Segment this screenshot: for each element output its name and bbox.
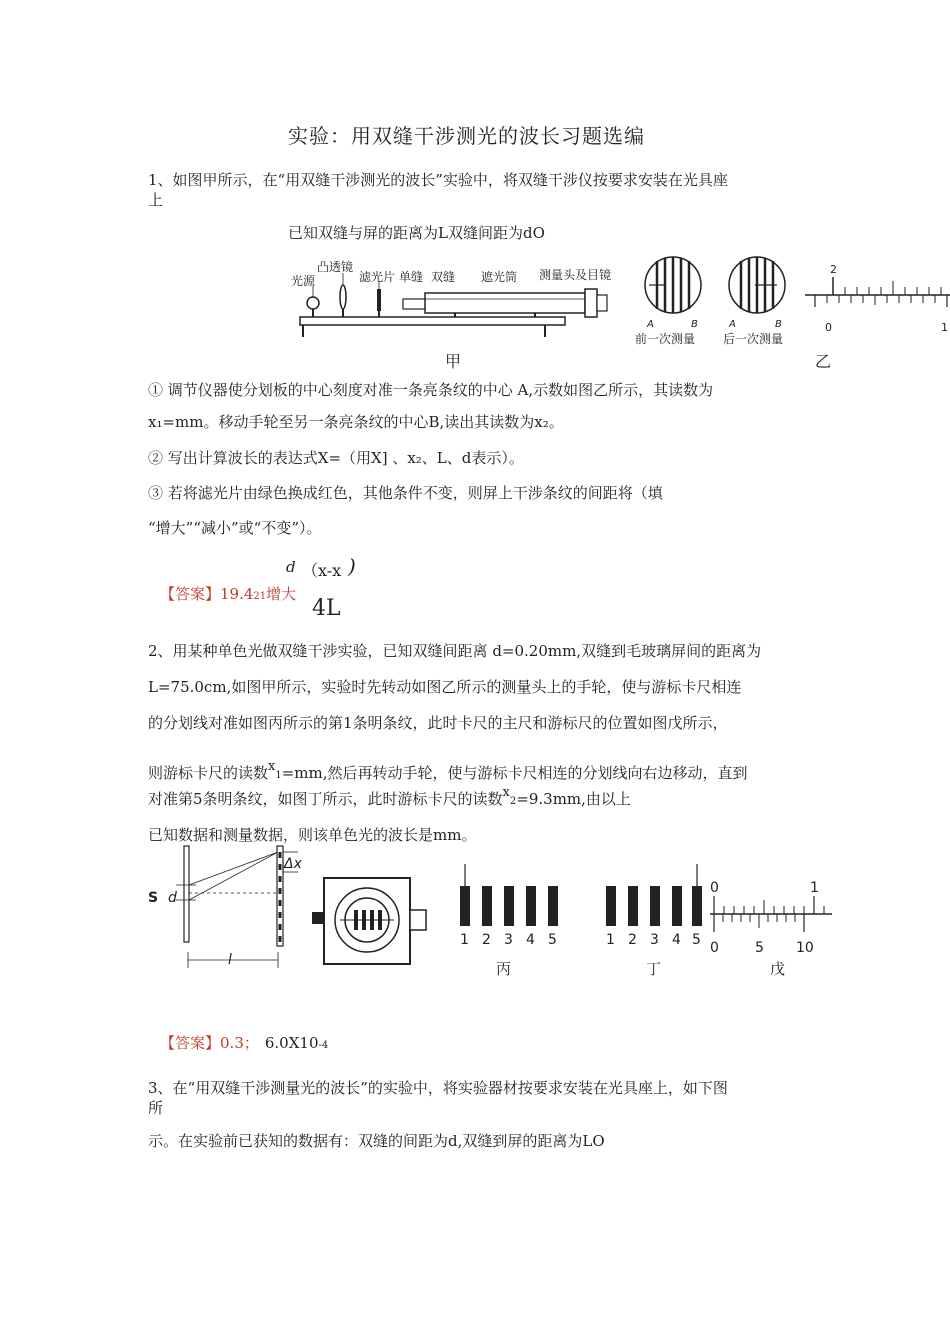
vernier-scale-yi — [805, 277, 950, 307]
answer-value: 19.4 — [220, 585, 254, 603]
q2-x2-sub: 2 — [509, 796, 517, 807]
label-jia: 甲 — [445, 352, 462, 371]
bing-n1: 1 — [460, 932, 469, 948]
vernier-scale-wu — [710, 896, 832, 932]
scale-label-0: 0 — [825, 321, 832, 334]
q2-line4-a: 则游标卡尺的读数 — [148, 764, 269, 782]
fringe-view-first — [645, 257, 701, 313]
label-source: 光源 — [291, 274, 316, 288]
scale-label-2: 2 — [830, 263, 837, 276]
answer2-tail: 6.0X10 — [264, 1034, 319, 1052]
label-yi: 乙 — [815, 352, 832, 371]
label-l: l — [228, 952, 232, 968]
q2-figures — [140, 840, 840, 990]
label-ding: 丁 — [646, 960, 662, 978]
q2-text-line2: L=75.0cm,如图甲所示，实验时先转动如图乙所示的测量头上的手轮，使与游标卡尺相连 — [148, 678, 742, 696]
page-title: 实验：用双缝干涉测光的波长习题选编 — [288, 124, 645, 148]
wu-vernier-5: 5 — [755, 940, 764, 956]
q3-text-line1: 3、在“用双缝干涉测量光的波长”的实验中，将实验器材按要求安装在光具座上，如下图 — [148, 1079, 728, 1097]
answer2-value: 0.3； — [220, 1034, 259, 1052]
label-d: d — [168, 890, 177, 906]
fringe-view-second — [729, 257, 785, 313]
q2-answer — [160, 1033, 328, 1056]
ding-n4: 4 — [672, 932, 681, 948]
answer2-label: 【答案】 — [160, 1034, 221, 1052]
label-bing: 丙 — [496, 960, 512, 978]
q2-x2-symbol: x — [502, 785, 510, 800]
bing-n4: 4 — [526, 932, 535, 948]
q2-x1-symbol: x — [268, 759, 276, 774]
q3-text-line3: 示。在实验前已获知的数据有：双缝的间距为d,双缝到屏的距离为LO — [148, 1132, 605, 1150]
label-a: A — [647, 319, 654, 330]
q1-text-line3: 已知双缝与屏的距离为L双缝间距为dO — [288, 224, 545, 242]
q2-text-line1: 2、用某种单色光做双缝干涉实验，已知双缝间距离 d=0.20mm,双缝到毛玻璃屏间的距离为 — [148, 642, 762, 660]
formula-d: d — [286, 558, 296, 576]
label-wu: 戊 — [770, 960, 786, 978]
label-tube: 遮光筒 — [481, 270, 518, 284]
label-lens: 凸透镜 — [317, 260, 354, 274]
q1-apparatus-figure — [285, 255, 950, 375]
q2-line5-a: 对准第5条明条纹，如图丁所示，此时游标卡尺的读数 — [148, 790, 503, 808]
fringes-bing — [460, 864, 558, 926]
answer-sub: 21 — [253, 591, 267, 602]
label-double-slit: 双缝 — [431, 270, 456, 284]
label-first-measure: 前一次测量 — [635, 332, 696, 346]
label-b: B — [691, 319, 698, 330]
answer-tail: 增大 — [266, 585, 297, 603]
wu-vernier-10: 10 — [796, 940, 814, 956]
q1-item2: ② 写出计算波长的表达式X=（用X] 、x₂、L、d表示）。 — [148, 449, 524, 467]
q1-item1-line-a: ① 调节仪器使分划板的中心刻度对准一条亮条纹的中心 A,示数如图乙所示，其读数为 — [148, 381, 714, 399]
label-s: S — [148, 890, 159, 906]
q1-text-line2: 上 — [148, 191, 164, 209]
q2-text-line5 — [148, 785, 631, 812]
measuring-head — [312, 878, 426, 964]
label-b2: B — [775, 319, 782, 330]
label-single-slit: 单缝 — [399, 270, 424, 284]
ding-n5: 5 — [692, 932, 701, 948]
fringes-ding — [606, 864, 702, 926]
scale-label-1: 1 — [941, 321, 948, 334]
bing-n2: 2 — [482, 932, 491, 948]
ding-n3: 3 — [650, 932, 659, 948]
label-filter: 滤光片 — [359, 270, 396, 284]
label-second-measure: 后一次测量 — [723, 332, 784, 346]
q2-x1-sub: 1 — [275, 770, 282, 781]
q1-answer — [160, 584, 296, 607]
answer-label: 【答案】 — [160, 585, 221, 603]
q3-text-line2: 所 — [148, 1099, 164, 1117]
wu-main-0: 0 — [710, 880, 719, 896]
bing-n5: 5 — [548, 932, 557, 948]
q1-text-line1: 1、如图甲所示，在“用双缝干涉测光的波长”实验中，将双缝干涉仪按要求安装在光具座 — [148, 171, 728, 189]
label-dx: Δx — [284, 856, 302, 872]
ding-n2: 2 — [628, 932, 637, 948]
q2-line5-b: =9.3mm,由以上 — [516, 790, 631, 808]
q2-text-line4 — [148, 759, 748, 786]
bing-n3: 3 — [504, 932, 513, 948]
double-slit-diagram — [176, 846, 298, 968]
formula-paren: ) — [348, 554, 356, 578]
label-a2: A — [729, 319, 736, 330]
wu-vernier-0: 0 — [710, 940, 719, 956]
q1-item1-line-b: x₁=mm。移动手轮至另一条亮条纹的中心B,读出其读数为x₂。 — [148, 413, 564, 431]
answer2-exp: -4 — [318, 1040, 329, 1051]
q2-line4-b: =mm,然后再转动手轮，使与游标卡尺相连的分划线向右边移动，直到 — [281, 764, 748, 782]
q2-text-line6: 已知数据和测量数据，则该单色光的波长是mm。 — [148, 826, 477, 844]
q1-item3-line-b: “增大”“减小”或“不变”）。 — [148, 519, 322, 537]
formula-numerator: （x-x — [302, 561, 342, 580]
q2-text-line3: 的分划线对准如图丙所示的第1条明条纹，此时卡尺的主尺和游标尺的位置如图戊所示， — [148, 714, 728, 732]
label-eyepiece: 测量头及目镜 — [539, 268, 612, 282]
ding-n1: 1 — [606, 932, 615, 948]
q1-item3-line-a: ③ 若将滤光片由绿色换成红色，其他条件不变，则屏上干涉条纹的间距将（填 — [148, 484, 663, 502]
wu-main-1: 1 — [810, 880, 819, 896]
formula-denominator: 4L — [312, 596, 341, 621]
